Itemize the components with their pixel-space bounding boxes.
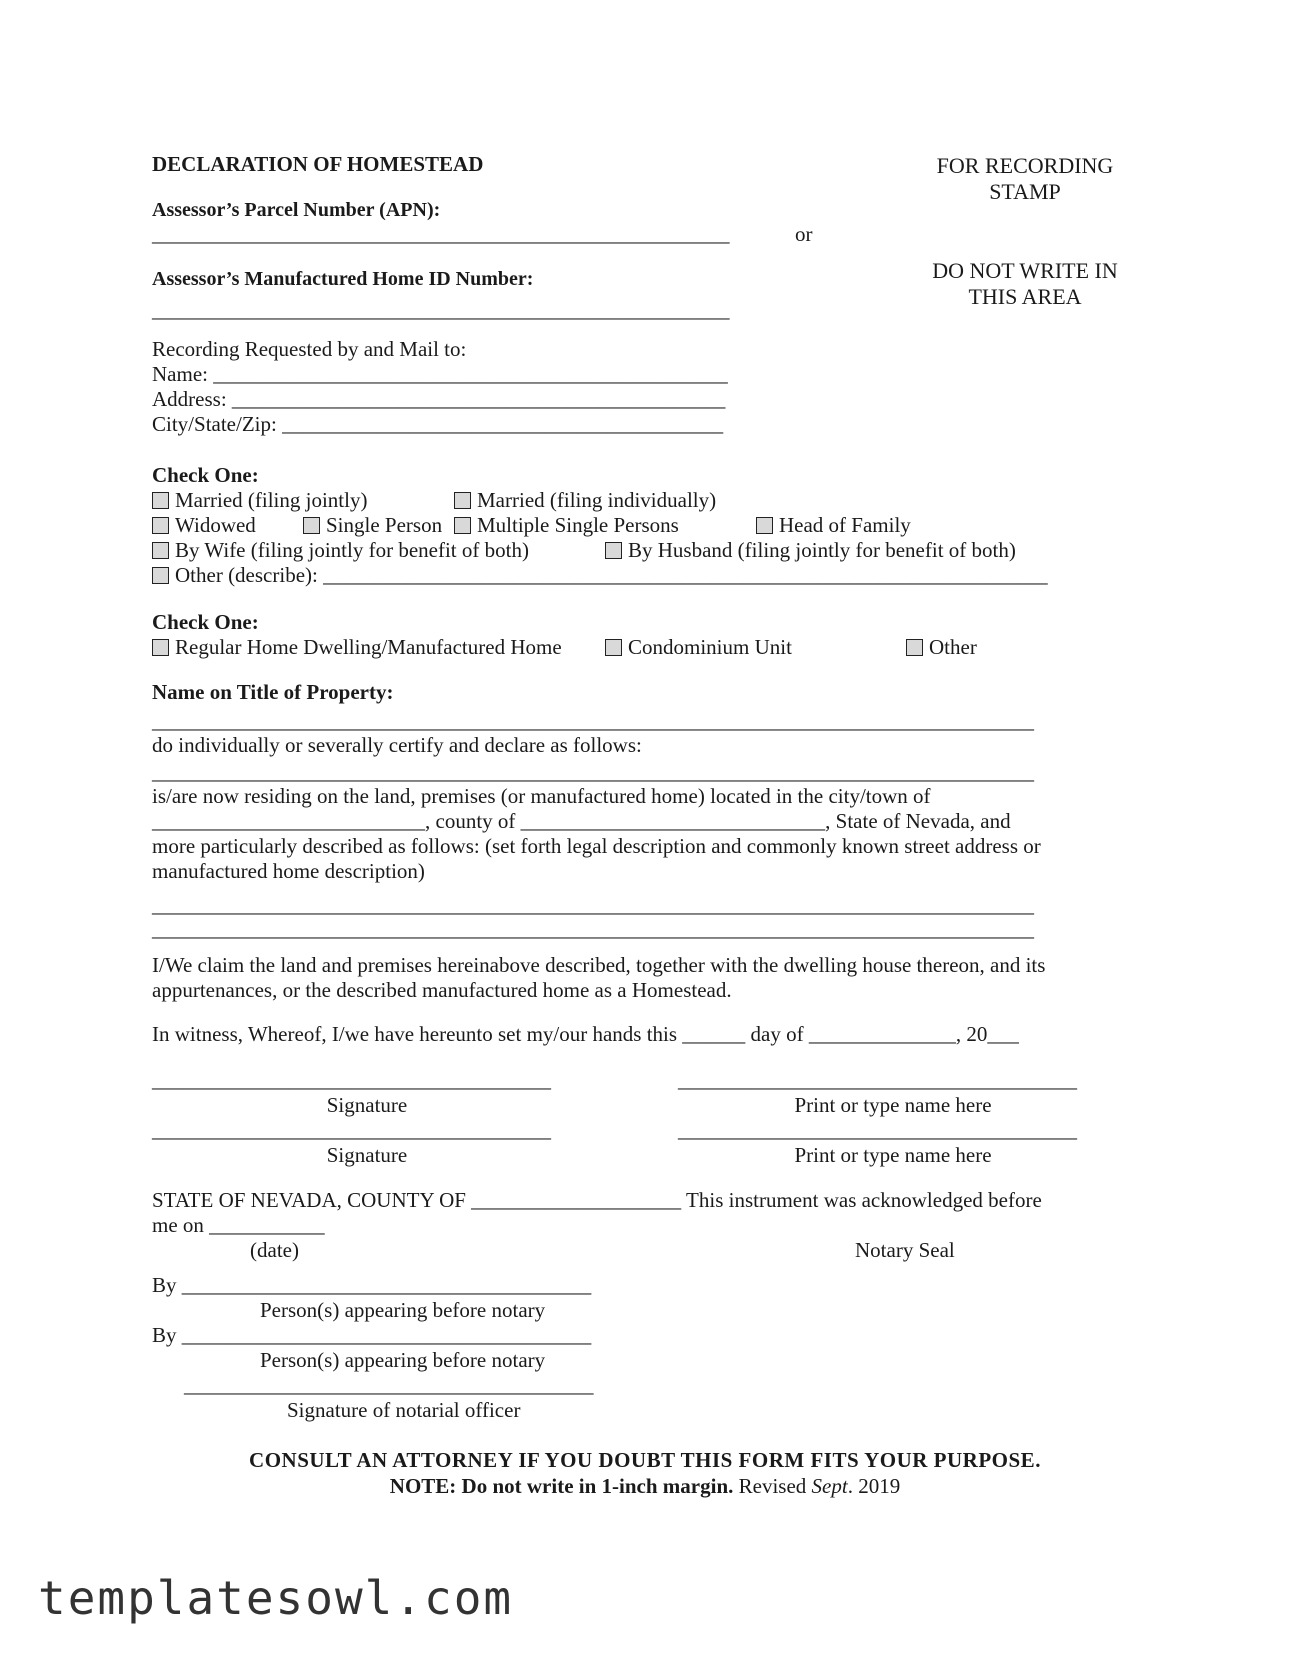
checkbox[interactable] [303,517,320,534]
watermark-text: templatesowl.com [38,1571,514,1625]
checkbox[interactable] [152,517,169,534]
notary-officer-caption: Signature of notarial officer [287,1398,521,1422]
residing-text: is/are now residing on the land, premises (or manufactured home) located in the city/town of [152,784,931,808]
option-by-husband[interactable]: By Husband (filing jointly for benefit of both) [605,540,1016,561]
notary-by-field-2[interactable]: By _______________________________________ [152,1323,592,1347]
description-text: more particularly described as follows: (set forth legal description and commonly known street address or [152,834,1041,858]
checkbox[interactable] [152,492,169,509]
checkbox[interactable] [152,639,169,656]
notary-person-caption-1: Person(s) appearing before notary [260,1298,546,1322]
print-name-line-1[interactable]: ______________________________________ [678,1068,1077,1092]
checkbox[interactable] [605,542,622,559]
option-regular-home[interactable]: Regular Home Dwelling/Manufactured Home [152,637,562,658]
stamp-line-1: FOR RECORDING [936,153,1114,178]
option-multiple-single[interactable]: Multiple Single Persons [454,515,679,536]
notary-seal-label: Notary Seal [855,1238,955,1262]
claim-text-2: appurtenances, or the described manufactured home as a Homestead. [152,978,732,1002]
recording-name-field[interactable]: Name: _________________________________________________ [152,362,728,386]
notary-date-field[interactable]: me on ___________ [152,1213,325,1237]
option-head-of-family[interactable]: Head of Family [756,515,911,536]
recording-address-field[interactable]: Address: _______________________________________________ [152,387,726,411]
option-single-person[interactable]: Single Person [303,515,442,536]
claim-text-1: I/We claim the land and premises hereinabove described, together with the dwelling house thereon, and its [152,953,1046,977]
notary-by-field-1[interactable]: By _______________________________________ [152,1273,592,1297]
apn-field[interactable]: _______________________________________________________ [152,222,730,246]
mh-field[interactable]: _______________________________________________________ [152,298,730,322]
legal-description-field-2[interactable]: ____________________________________________________________________________________ [152,917,1034,941]
option-married-jointly[interactable]: Married (filing jointly) [152,490,367,511]
city-county-field[interactable]: __________________________, county of _____________________________, State of Nevada, and [152,809,1011,833]
checkbox[interactable] [454,492,471,509]
option-by-wife[interactable]: By Wife (filing jointly for benefit of both) [152,540,529,561]
mh-label: Assessor’s Manufactured Home ID Number: [152,268,534,290]
title-name-field[interactable]: ____________________________________________________________________________________ [152,709,1034,733]
option-married-individually[interactable]: Married (filing individually) [454,490,716,511]
option-widowed[interactable]: Widowed [152,515,256,536]
checkbox[interactable] [906,639,923,656]
signature-caption-1: Signature [326,1093,408,1117]
notary-person-caption-2: Person(s) appearing before notary [260,1348,546,1372]
form-title: DECLARATION OF HOMESTEAD [152,152,484,176]
recording-heading: Recording Requested by and Mail to: [152,337,467,361]
notary-state-line[interactable]: STATE OF NEVADA, COUNTY OF ____________________ This instrument was acknowledged before [152,1188,1042,1212]
witness-field[interactable]: In witness, Whereof, I/we have hereunto set my/our hands this ______ day of ______________, 20___ [152,1022,1019,1046]
apn-or: or [795,222,813,246]
certify-text: do individually or severally certify and declare as follows: [152,733,642,757]
stamp-line-2: STAMP [989,179,1061,204]
option-other-property[interactable]: Other [906,637,977,658]
signature-line-2[interactable]: ______________________________________ [152,1118,551,1142]
option-other-describe[interactable]: Other (describe): _____________________________________________________________________ [152,565,1048,586]
consult-attorney-note: CONSULT AN ATTORNEY IF YOU DOUBT THIS FORM FITS YOUR PURPOSE. [249,1448,1041,1472]
apn-label: Assessor’s Parcel Number (APN): [152,199,441,221]
notary-officer-line[interactable]: _______________________________________ [184,1373,594,1397]
checkbox[interactable] [605,639,622,656]
checkbox[interactable] [756,517,773,534]
check2-heading: Check One: [152,610,259,634]
check1-heading: Check One: [152,463,259,487]
print-name-caption-2: Print or type name here [794,1143,992,1167]
stamp-line-4: THIS AREA [968,284,1082,309]
margin-note: NOTE: Do not write in 1-inch margin. Revised Sept. 2019 [389,1474,901,1498]
print-name-caption-1: Print or type name here [794,1093,992,1117]
checkbox[interactable] [152,567,169,584]
description-text-2: manufactured home description) [152,859,425,883]
signature-line-1[interactable]: ______________________________________ [152,1068,551,1092]
checkbox[interactable] [454,517,471,534]
checkbox[interactable] [152,542,169,559]
title-property-heading: Name on Title of Property: [152,680,394,704]
certify-field[interactable]: ____________________________________________________________________________________ [152,760,1034,784]
signature-caption-2: Signature [326,1143,408,1167]
stamp-line-3: DO NOT WRITE IN [932,258,1118,283]
recording-city-field[interactable]: City/State/Zip: __________________________________________ [152,412,724,436]
option-condominium[interactable]: Condominium Unit [605,637,792,658]
legal-description-field-1[interactable]: ____________________________________________________________________________________ [152,893,1034,917]
notary-date-caption: (date) [250,1238,299,1262]
print-name-line-2[interactable]: ______________________________________ [678,1118,1077,1142]
